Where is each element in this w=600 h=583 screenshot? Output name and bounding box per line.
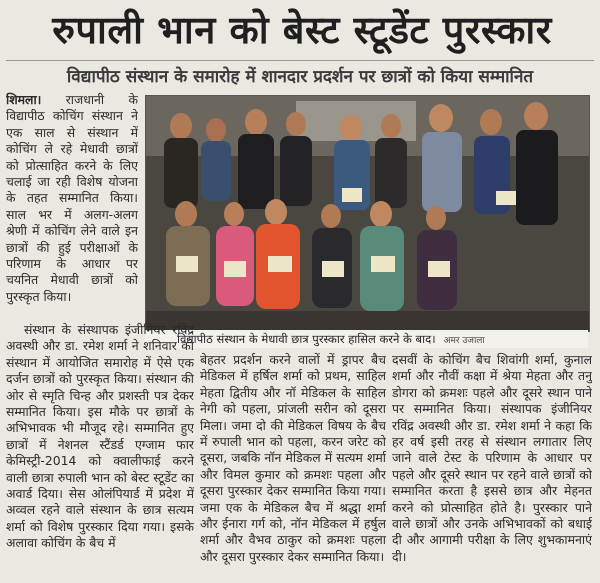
article-dateline: शिमला। bbox=[6, 92, 42, 107]
students-group-photo bbox=[146, 96, 589, 331]
column-3 bbox=[392, 352, 592, 580]
article-headline: रुपाली भान को बेस्ट स्टूडेंट पुरस्कार bbox=[52, 7, 552, 52]
photo-caption-text: विद्यापीठ संस्थान के मेधावी छात्र पुरस्कार हासिल करने के बाद। bbox=[177, 332, 436, 346]
column-1-bottom-text: संस्थान के संस्थापक इंजीनियर रविंद्र अवस्थी और डा. रमेश शर्मा ने शनिवार को संस्थान में आयोजित समारोह में ऐसे एक दर्जन छात्रों को पुरस्कृत किया। संस्थान की ओर से स्मृति चिन्ह और प्रशस्ती पत्र देकर सम्मानित किया। इस मौके पर छात्रों के अभिभावक भी मौजूद रहे। सम्मानित हुए छात्रों में नेशनल स्टैंडर्ड एग्जाम फार केमिस्ट्री-2014 को क्वालीफाई करने वाली छात्रा रुपाली भान को बेस्ट स्टूडेंट का अवार्ड दिया। सेस ओलंपियार्ड में प्रदेश में अव्वल रहने वाले संस्थान के छात्र सत्यम शर्मा को विशेष पुरस्कार दिया गया। इसके अलावा कोचिंग के बैच में bbox=[6, 322, 194, 551]
group-photo bbox=[145, 95, 590, 332]
headline-divider bbox=[6, 60, 594, 61]
column-1-top-text: राजधानी के विद्यापीठ कोचिंग संस्थान ने एक साल से संस्थान में कोचिंग ले रहे मेधावी छात्रों को प्रोत्साहित करने के लिए चलाई जा रही विशेष योजना के तहत सम्मानित किया। साल भर में अलग-अलग श्रेणी में कोचिंग लेने वाले इन छात्रों की हुई परीक्षाओं के परिणाम के आधार पर चयनित मेधावी छात्रों को पुरस्कृत किया। bbox=[6, 92, 138, 304]
column-2 bbox=[200, 352, 386, 580]
article-subheadline: विद्यापीठ संस्थान के समारोह में शानदार प्रदर्शन पर छात्रों को किया सम्मानित bbox=[66, 67, 534, 87]
column-3-text: दसवीं के कोचिंग बैच शिवांगी शर्मा, कुनाल शर्मा और नौवीं कक्षा में श्रेया मेहता और तनु डोगरा को क्रमशः पहले और दूसरे स्थान पाने पर सम्मानित किया। संस्थापक इंजीनियर रविंद्र अवस्थी और डा. रमेश शर्मा ने कहा कि हर वर्ष इसी तरह से संस्थान लगातार लिए जाने वाले टेस्ट के परिणाम के आधार पर पहले और दूसरे स्थान पर रहने वाले छात्रों को सम्मानित करता है इससे छात्र और मेहनत करने को प्रोत्साहित होते है। पुरस्कार पाने वाले छात्रों और उनके अभिभावकों को बधाई दी और आगामी परीक्षा के लिए शुभकामनाएं दी। bbox=[392, 352, 592, 564]
column-1-bottom bbox=[6, 322, 194, 580]
column-1-top bbox=[6, 92, 138, 322]
photo-caption bbox=[145, 330, 588, 348]
photo-credit: अमर उजाला bbox=[443, 336, 485, 346]
column-2-text: बेहतर प्रदर्शन करने वालों में ड्रापर बैच मेडिकल में हर्षिल शर्मा को प्रथम, साहिल मेहता द्वितीय और नॉ मेडिकल के साहिल नेगी को पहला, प्रांजली सरीन को दूसरा मिला। जमा दो की मेडिकल विषय के बैच में रुपाली भान को पहला, करन जरेट को दूसरा, जबकि नॉन मेडिकल में सत्यम शर्मा और विमल कुमार को क्रमशः पहला और दूसरा पुरस्कार देकर सम्मानित किया गया। जमा एक के मेडिकल बैच में श्रद्धा शर्मा और ईनारा गर्ग को, नॉन मेडिकल में हर्षुल शर्मा और वैभव ठाकुर को क्रमशः पहला और दूसरा पुरस्कार देकर सम्मानित किया। bbox=[200, 352, 386, 564]
